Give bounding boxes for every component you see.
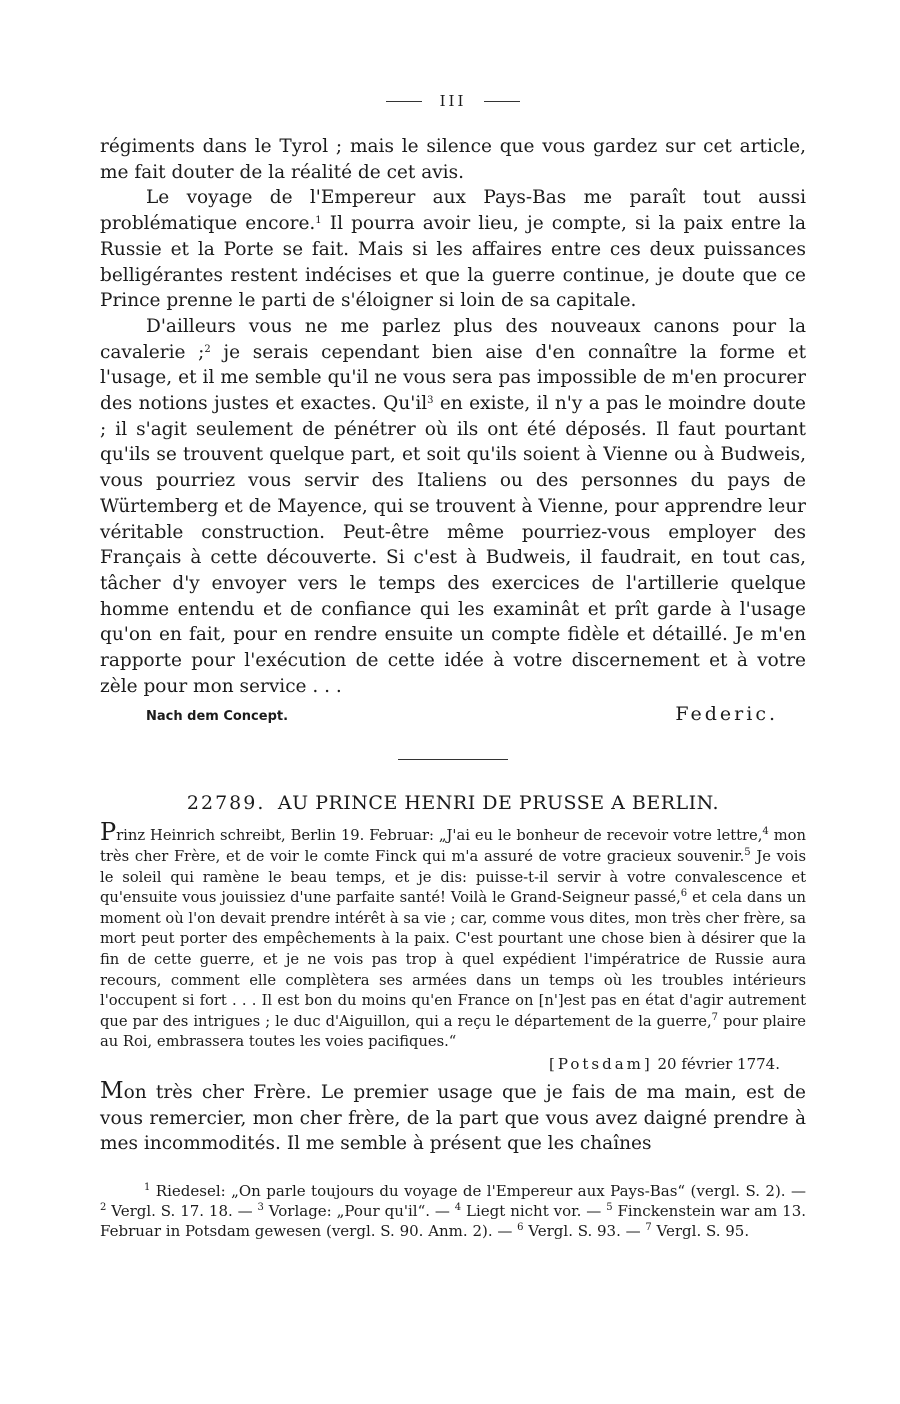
paragraph-text: D'ailleurs vous ne me parlez plus des nouveaux canons pour la cavalerie ; (100, 315, 806, 363)
signature: Federic. (675, 703, 778, 726)
letter-heading (100, 792, 806, 814)
letter-title: AU PRINCE HENRI DE PRUSSE A BERLIN. (277, 792, 720, 815)
paragraph-text: Il pourra avoir lieu, je compte, si la paix entre la Russie et la Porte se fait. Mais si les affaires entre ces deux puissances belligérantes restent indécises et que la guerre continue, je doute que ce Prince prenne le parti de s'éloigner si loin de sa capitale. (100, 213, 806, 312)
footnote-ref[interactable]: 7 (711, 1011, 718, 1023)
section-divider (398, 759, 508, 760)
letter-paragraph (100, 1079, 806, 1157)
footnote-ref[interactable]: 6 (680, 888, 688, 900)
book-page (100, 88, 806, 1241)
page-number: III (439, 92, 467, 110)
extract-paragraph (100, 818, 806, 1053)
extract-text: Je vois le soleil qui ramène le beau temps, et je dis: puisse-t-il servir à votre convalescence et qu'ensuite vous jouissiez d'une parfaite santé! Voilà le Grand-Seigneur passé, (100, 848, 806, 907)
footnote-mark: 3 (257, 1202, 264, 1214)
paragraph-text: je serais cependant bien aise d'en connaître la forme et l'usage, et il me semble qu'il ne vous sera pas impossible de m'en procurer des notions justes et exactes. Qu'il (100, 341, 807, 415)
paragraph (100, 314, 806, 700)
running-head (100, 88, 806, 114)
paragraph-text: en existe, il n'y a pas le moindre doute ; il s'agit seulement de pénétrer où ils ont été déposés. Il faut pourtant qu'ils se trouvent quelque part, et soit qu'ils soient à Vienne ou à Budweis, vous pourriez vous servir des Italiens ou des personnes du pays de Würtemberg et de Mayence, qui se trouvent à Vienne, pour apprendre leur véritable construction. Peut-être même pourriez-vous employer des Français à cette découverte. Si c'est à Budweis, il faudrait, en tout cas, tâcher d'y envoyer vers le temps des exercices de l'artillerie quelque homme entendu et de confiance qui les examinât et prît garde à l'usage qu'on en fait, pour en rendre ensuite un compte fidèle et détaillé. Je m'en rapporte pour l'exécution de cette idée à votre discernement et à votre zèle pour mon service . . . (100, 393, 806, 697)
closing-line (100, 703, 806, 725)
footnote-ref[interactable]: 1 (315, 215, 322, 227)
letter-text: on très cher Frère. Le premier usage que je fais de ma main, est de vous remercier, mon cher frère, de la part que vous avez daigné prendre à mes incommodités. Il me semble à présent que les chaînes (100, 1082, 806, 1155)
running-head-dash-right (484, 101, 520, 102)
footnote-mark: 2 (100, 1202, 107, 1214)
footnote-ref[interactable]: 3 (427, 395, 434, 407)
footnote-text: Vergl. S. 17. 18. — (106, 1202, 258, 1221)
footnote-mark: 5 (606, 1202, 613, 1214)
dateline-date: 20 février 1774. (657, 1055, 780, 1073)
source-note: Nach dem Concept. (146, 709, 289, 725)
footnote-mark: 1 (144, 1182, 151, 1194)
dateline (100, 1055, 806, 1073)
letter-continuation (100, 134, 806, 725)
extract-text: et cela dans un moment où l'on devait prendre intérêt à sa vie ; car, comme vous dites, mon très cher frère, sa mort peut porter des empêchements à la paix. C'est pourtant une chose bien à désirer que la fin de cette guerre, et je ne vois pas trop à quel expédient l'impératrice de Russie aura recours, comment elle complètera ses armées dans un temps où les troubles intérieurs l'occupent si fort . . . Il est bon du moins qu'en France on [n']est pas en état d'agir autrement que par des intrigues ; le duc d'Aiguillon, qui a reçu le département de la guerre, (100, 889, 806, 1030)
footnotes (100, 1181, 806, 1241)
quoted-extract (100, 818, 806, 1053)
paragraph-text: Le voyage de l'Empereur aux Pays-Bas me paraît tout aussi problématique encore. (100, 187, 806, 235)
footnote-ref[interactable]: 2 (204, 343, 211, 355)
footnote-mark: 4 (454, 1202, 462, 1214)
footnote-text: Vergl. S. 93. — (523, 1222, 646, 1241)
footnote-text: Vorlage: „Pour qu'il“. — (263, 1202, 455, 1221)
letter-number: 22789. (186, 792, 266, 815)
footnote-mark: 7 (645, 1222, 652, 1234)
footnote-text: Liegt nicht vor. — (461, 1202, 607, 1221)
extract-text: pour plaire au Roi, embrassera toutes les voies pacifiques.“ (100, 1012, 806, 1051)
running-head-dash-left (386, 101, 422, 102)
letter-body (100, 1079, 806, 1157)
initial-letter: P (100, 818, 117, 847)
dateline-place: [Potsdam] (549, 1055, 653, 1073)
footnote-mark: 6 (517, 1222, 524, 1234)
paragraph (100, 185, 806, 314)
extract-text: rinz Heinrich schreibt, Berlin 19. Februar: „J'ai eu le bonheur de recevoir votre lettre, (116, 827, 763, 845)
paragraph: régiments dans le Tyrol ; mais le silence que vous gardez sur cet article, me fait douter de la réalité de cet avis. (100, 136, 806, 183)
footnote-text: Riedesel: „On parle toujours du voyage de l'Empereur aux Pays-Bas“ (vergl. S. 2). — (150, 1182, 806, 1201)
footnote-block (100, 1181, 806, 1241)
footnote-ref[interactable]: 4 (762, 826, 769, 838)
initial-letter: M (100, 1078, 124, 1104)
footnote-text: Finckenstein war am 13. Februar in Potsdam gewesen (vergl. S. 90. Anm. 2). — (100, 1202, 807, 1241)
footnote-ref[interactable]: 5 (744, 847, 751, 859)
extract-text: mon très cher Frère, et de voir le comte Finck qui m'a assuré de votre gracieux souvenir. (100, 827, 806, 866)
footnote-text: Vergl. S. 95. (651, 1222, 750, 1241)
